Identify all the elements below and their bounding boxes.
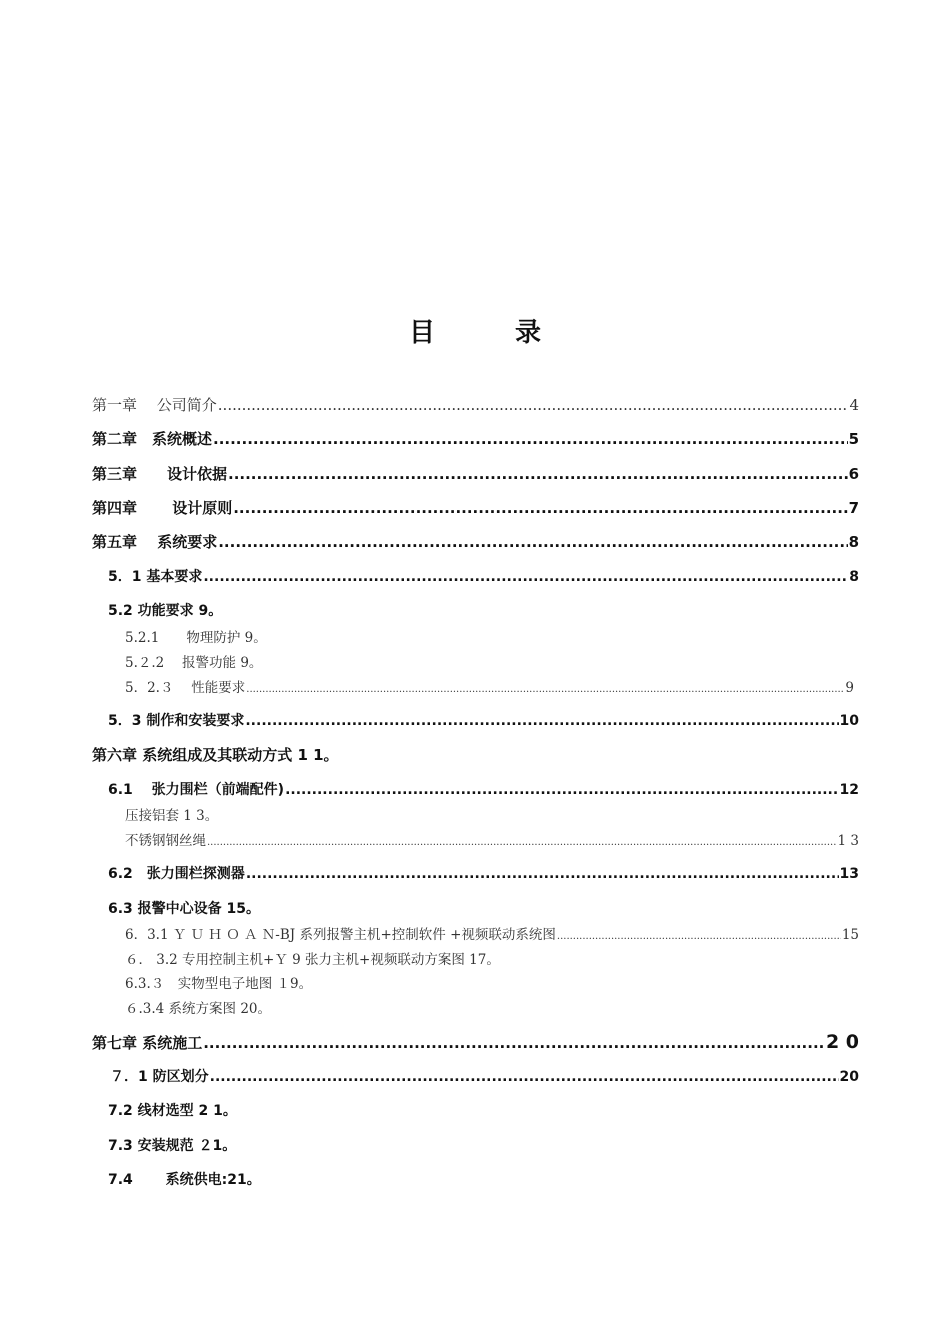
toc-entry-label: 6.1 张力围栏（前端配件)	[108, 782, 285, 798]
toc-title-char-1: 目	[408, 318, 435, 348]
toc-entry-6-1[interactable]	[108, 779, 859, 803]
toc-entry-label: 第七章 系统施工	[92, 1034, 203, 1052]
toc-entry-page: 12	[839, 782, 859, 798]
toc-leader-dots	[213, 430, 848, 448]
toc-entry-page: 9	[845, 680, 854, 696]
toc-entry-label: 5．2.３ 性能要求	[125, 680, 246, 696]
toc-leader-dots	[246, 680, 844, 696]
toc-entry-chapter-2[interactable]	[92, 428, 859, 452]
toc-entry-page: 1 3	[837, 833, 859, 849]
toc-entry-5-2[interactable]: 5.2 功能要求 9。	[108, 603, 223, 619]
toc-entry-page: 13	[839, 866, 859, 882]
toc-entry-page: 10	[839, 713, 859, 729]
toc-entry-page: 15	[841, 927, 859, 943]
toc-entry-label: 5．1 基本要求	[108, 569, 203, 585]
toc-entry-chapter-7[interactable]	[92, 1031, 859, 1055]
toc-entry-label: 不锈钢钢丝绳	[125, 833, 206, 849]
toc-entry-steel-rope[interactable]	[125, 829, 859, 853]
toc-entry-page: 5	[848, 430, 859, 448]
toc-leader-dots	[228, 465, 848, 483]
toc-entry-chapter-1[interactable]	[92, 394, 859, 418]
toc-entry-page: 20	[839, 1069, 859, 1085]
toc-entry-crimp-sleeve[interactable]: 压接铝套 1 3。	[125, 808, 219, 824]
toc-entry-7-1[interactable]	[110, 1066, 859, 1090]
toc-entry-label: 6．3.1 Ｙ Ｕ Ｈ Ｏ Ａ Ｎ-BJ 系列报警主机+控制软件 +视频联动系统图	[125, 927, 556, 943]
toc-title-char-2: 录	[515, 318, 542, 348]
toc-entry-6-3-1[interactable]	[125, 923, 859, 947]
toc-leader-dots	[203, 1034, 825, 1052]
toc-entry-label: 第五章 系统要求	[92, 533, 218, 551]
toc-entry-chapter-5[interactable]	[92, 531, 859, 555]
toc-entry-label: 5．3 制作和安装要求	[108, 713, 245, 729]
toc-entry-label: 6.2 张力围栏探测器	[108, 866, 245, 882]
toc-entry-label: 第一章 公司简介	[92, 396, 217, 414]
toc-entry-chapter-3[interactable]	[92, 463, 859, 487]
toc-entry-page: 8	[849, 569, 859, 585]
toc-entry-5-2-3[interactable]	[125, 676, 854, 700]
toc-entry-page: 4	[849, 396, 859, 414]
toc-leader-dots	[557, 927, 841, 943]
toc-entry-page: 6	[848, 465, 859, 483]
toc-leader-dots	[285, 782, 838, 798]
toc-entry-label: 第三章 设计依据	[92, 465, 228, 483]
toc-entry-chapter-6[interactable]: 第六章 系统组成及其联动方式 1 1。	[92, 746, 339, 764]
toc-entry-page: 7	[848, 499, 859, 517]
toc-leader-dots	[246, 866, 839, 882]
toc-leader-dots	[207, 833, 837, 849]
toc-entry-6-3-2[interactable]: ６． 3.2 专用控制主机+Ｙ 9 张力主机+视频联动方案图 17。	[125, 952, 500, 968]
toc-entry-page: 8	[848, 533, 859, 551]
toc-leader-dots	[218, 396, 849, 414]
toc-leader-dots	[203, 569, 848, 585]
toc-entry-5-2-2[interactable]: 5.２.2 报警功能 9。	[125, 655, 263, 671]
toc-entry-7-4[interactable]: 7.4 系统供电:21。	[108, 1172, 261, 1188]
toc-entry-7-3[interactable]: 7.3 安装规范 ２1。	[108, 1138, 237, 1154]
toc-entry-label: 第二章 系统概述	[92, 430, 213, 448]
toc-leader-dots	[233, 499, 847, 517]
toc-entry-7-2[interactable]: 7.2 线材选型 2 1。	[108, 1103, 237, 1119]
toc-entry-6-3-3[interactable]: 6.3.３ 实物型电子地图 １9。	[125, 976, 313, 992]
toc-entry-chapter-4[interactable]	[92, 497, 859, 521]
toc-leader-dots	[210, 1069, 839, 1085]
toc-leader-dots	[245, 713, 838, 729]
toc-entry-6-3[interactable]: 6.3 报警中心设备 15。	[108, 901, 261, 917]
toc-title	[0, 312, 950, 349]
toc-entry-5-3[interactable]	[108, 710, 859, 734]
toc-entry-6-3-4[interactable]: ６.3.4 系统方案图 20。	[125, 1001, 272, 1017]
toc-entry-page: 2 0	[825, 1031, 859, 1053]
toc-entry-label: ７．1 防区划分	[110, 1069, 209, 1085]
toc-entry-6-2[interactable]	[108, 863, 859, 887]
toc-entry-5-1[interactable]	[108, 566, 859, 590]
toc-leader-dots	[218, 533, 847, 551]
toc-entry-label: 第四章 设计原则	[92, 499, 233, 517]
toc-entry-5-2-1[interactable]: 5.2.1 物理防护 9。	[125, 630, 267, 646]
